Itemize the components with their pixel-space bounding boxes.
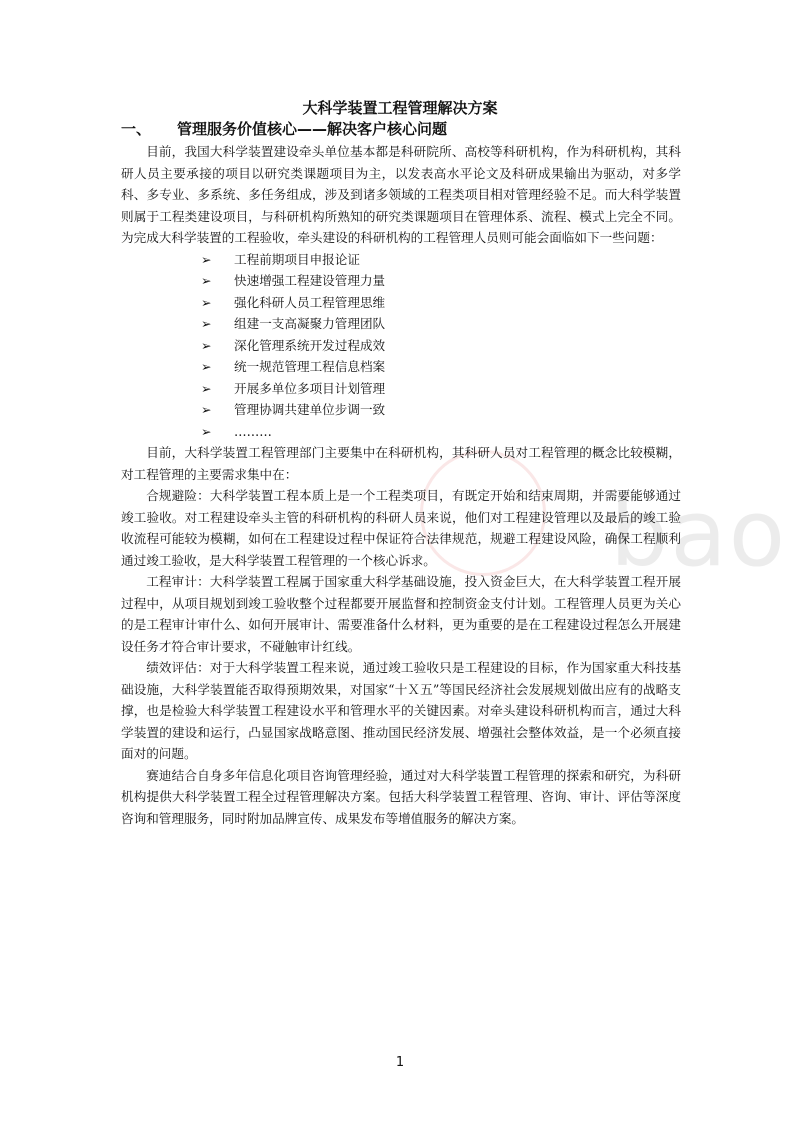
list-item: ➢ 快速增强工程建设管理力量 <box>201 270 681 292</box>
arrow-bullet-icon: ➢ <box>201 251 212 267</box>
list-item: ➢ 深化管理系统开发过程成效 <box>201 335 681 357</box>
compliance-paragraph: 合规避险：大科学装置工程本质上是一个工程类项目，有既定开始和结束周期，并需要能够通过竣工验收。对工程建设牵头主管的科研机构的科研人员来说，他们对工程建设管理以及最后的竣工验收流程可能较为模糊，如何在工程建设过程中保证符合法律规范，规避工程建设风险，确保工程顺利通过竣工验收，是大科学装置工程管理的一个核心诉求。 <box>121 488 681 568</box>
arrow-bullet-icon: ➢ <box>201 380 212 396</box>
page-number: 1 <box>395 1055 405 1070</box>
audit-paragraph: 工程审计：大科学装置工程属于国家重大科学基础设施，投入资金巨大，在大科学装置工程开展过程中，从项目规划到竣工验收整个过程都要开展监督和控制资金支付计划。工程管理人员更为关心的是工程审计审什么、如何开展审计、需要准备什么材料，更为重要的是在工程建设过程怎么开展建设任务才符合审计要求，不碰触审计红线。 <box>121 574 681 654</box>
list-item: ➢ 工程前期项目申报论证 <box>201 249 681 271</box>
solution-paragraph: 赛迪结合自身多年信息化项目咨询管理经验，通过对大科学装置工程管理的探索和研究，为科研机构提供大科学装置工程全过程管理解决方案。包括大科学装置工程管理、咨询、审计、评估等深度咨询和管理服务，同时附加品牌宣传、成果发布等增值服务的解决方案。 <box>121 767 681 826</box>
arrow-bullet-icon: ➢ <box>201 316 212 331</box>
problem-list <box>121 249 681 443</box>
section-title: 管理服务价值核心——解决客户核心问题 <box>177 120 448 138</box>
section-number: 一、 <box>121 120 152 138</box>
arrow-bullet-icon: ➢ <box>201 337 212 353</box>
document-body <box>121 141 681 829</box>
arrow-bullet-icon: ➢ <box>201 402 212 417</box>
intro-paragraph: 目前，我国大科学装置建设牵头单位基本都是科研院所、高校等科研机构，作为科研机构，其科研人员主要承接的项目以研究类课题项目为主，以发表高水平论文及科研成果输出为驱动，对多学科、多专业、多系统、多任务组成，涉及到诸多领域的工程类项目相对管理经验不足。而大科学装置则属于工程类建设项目，与科研机构所熟知的研究类课题项目在管理体系、流程、模式上完全不同。为完成大科学装置的工程验收，牵头建设的科研机构的工程管理人员则可能会面临如下一些问题： <box>121 144 681 245</box>
arrow-bullet-icon: ➢ <box>201 294 212 310</box>
document-title: 大科学装置工程管理解决方案 <box>302 99 498 117</box>
performance-paragraph: 绩效评估：对于大科学装置工程来说，通过竣工验收只是工程建设的目标，作为国家重大科技基础设施，大科学装置能否取得预期效果，对国家“十Ｘ五”等国民经济社会发展规划做出应有的战略支撑，也是检验大科学装置工程建设水平和管理水平的关键因素。对牵头建设科研机构而言，通过大科学装置的建设和运行，凸显国家战略意图、推动国民经济发展、增强社会整体效益，是一个必须直接面对的问题。 <box>121 660 681 761</box>
section-heading <box>121 118 447 140</box>
list-item: ➢ 开展多单位多项目计划管理 <box>201 378 681 400</box>
list-item: ➢ 组建一支高凝聚力管理团队 <box>201 313 681 335</box>
watermark-text: bao <box>610 480 788 587</box>
list-item: ➢ 统一规范管理工程信息档案 <box>201 356 681 378</box>
arrow-bullet-icon: ➢ <box>201 423 212 439</box>
list-item: ➢ ……… <box>201 421 681 443</box>
arrow-bullet-icon: ➢ <box>201 273 212 288</box>
needs-intro-paragraph: 目前，大科学装置工程管理部门主要集中在科研机构，其科研人员对工程管理的概念比较模糊，对工程管理的主要需求集中在： <box>121 445 681 482</box>
list-item: ➢ 强化科研人员工程管理思维 <box>201 292 681 314</box>
arrow-bullet-icon: ➢ <box>201 359 212 374</box>
list-item: ➢ 管理协调共建单位步调一致 <box>201 399 681 421</box>
